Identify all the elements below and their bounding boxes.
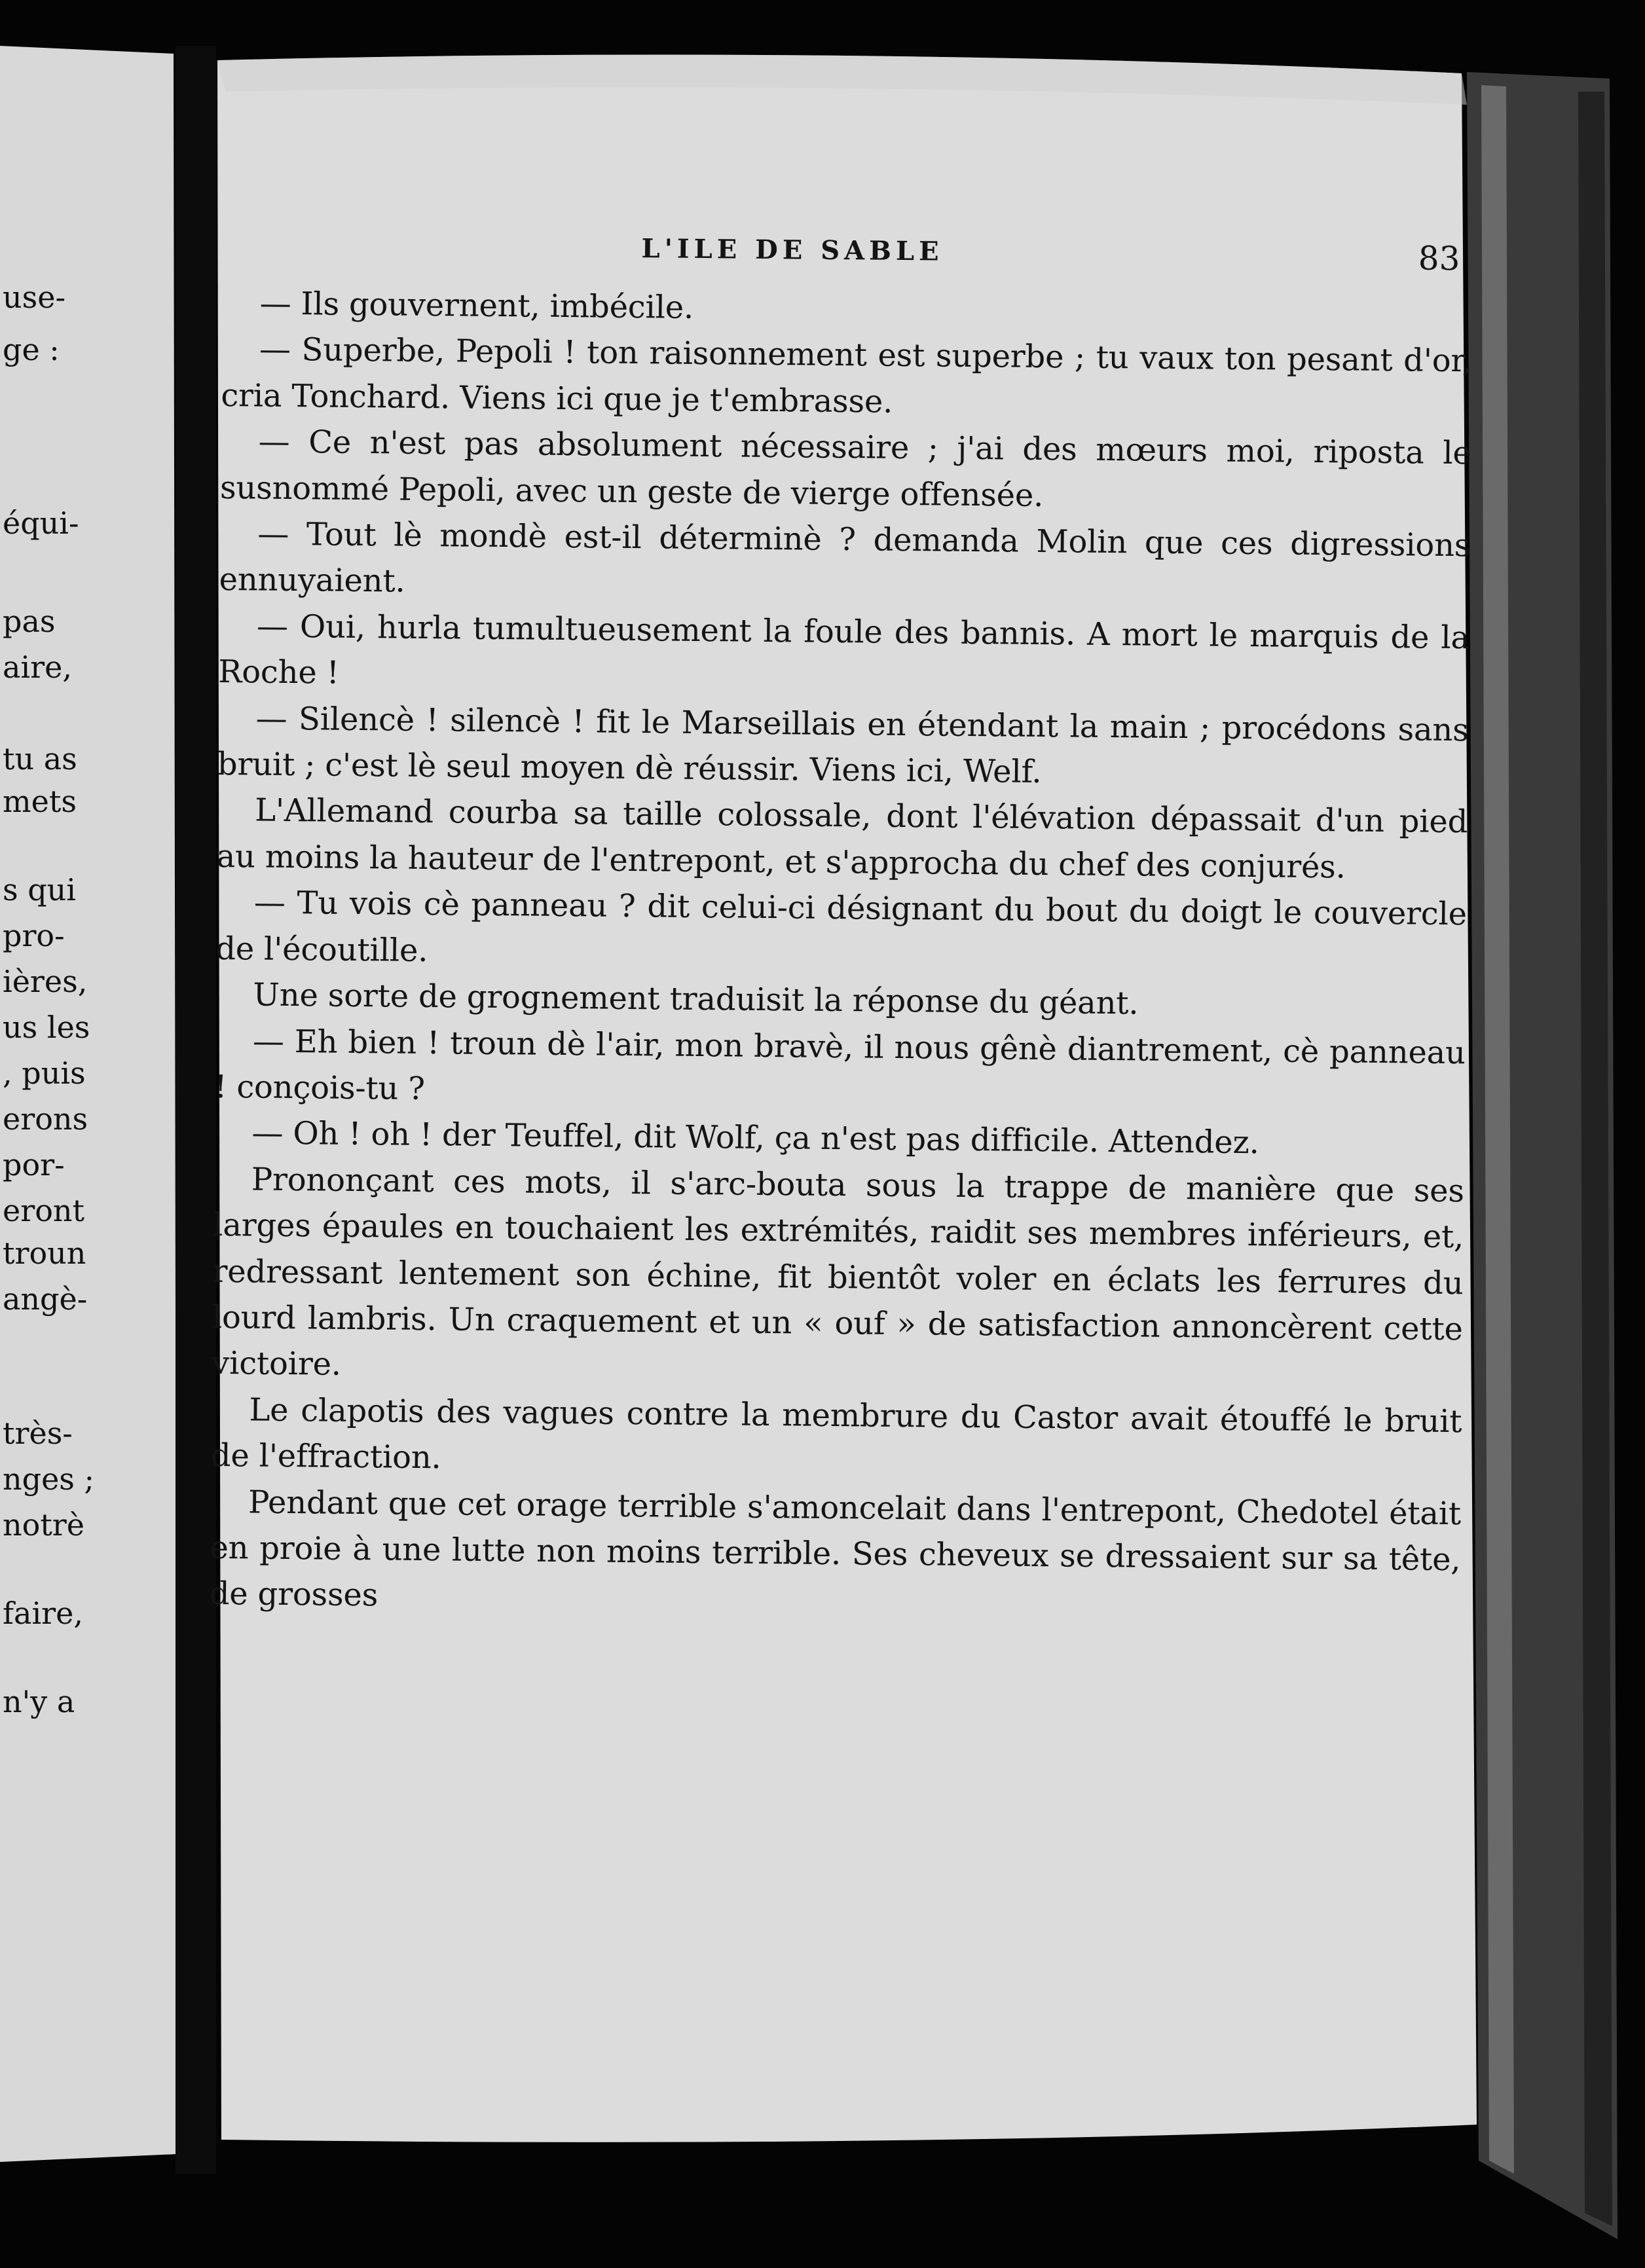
left-page-fragment: notrè <box>3 1507 85 1543</box>
paragraph: — Silencè ! silencè ! fit le Marseillais en étendant la main ; procédons sans bruit ; c'est lè seul moyen dè réussir. Viens ici, Welf. <box>217 700 1469 791</box>
paragraph: — Eh bien ! troun dè l'air, mon bravè, il nous gênè diantrement, cè panneau ! conçois-tu ? <box>213 1023 1466 1107</box>
paragraph: — Tu vois cè panneau ? dit celui-ci désignant du bout du doigt le couvercle de l'écoutille. <box>215 884 1468 969</box>
paragraph: — Superbe, Pepoli ! ton raisonnement est superbe ; tu vaux ton pesant d'or, cria Tonchard. Viens ici que je t'embrasse. <box>221 331 1473 420</box>
left-page-fragment: s qui <box>3 872 77 907</box>
left-page-fragment: faire, <box>3 1596 83 1631</box>
paragraph: — Oh ! oh ! der Teuffel, dit Wolf, ça n'est pas difficile. Attendez. <box>251 1114 1259 1161</box>
left-page-fragment: mets <box>3 784 77 819</box>
paragraph: Le clapotis des vagues contre la membrure du Castor avait étouffé le bruit de l'effraction. <box>210 1391 1462 1476</box>
page-number: 83 <box>1418 239 1460 278</box>
paragraph: — Tout lè mondè est-il déterminè ? demanda Molin que ces digressions ennuyaient. <box>219 515 1471 600</box>
left-page-fragment: erons <box>3 1101 88 1137</box>
paragraph: Pendant que cet orage terrible s'amoncelait dans l'entrepont, Chedotel était en proie à une lutte non moins terrible. Ses cheveux se dressaient sur sa tête, de grosses <box>209 1484 1462 1614</box>
paragraph: Prononçant ces mots, il s'arc-bouta sous la trappe de manière que ses larges épaules en touchaient les extrémités, raidit ses membres inférieurs, et, redressant lentement son échine, fit bientôt voler en éclats les ferrures du lourd lambris. Un craquement et un « ouf » de satisfaction annoncèrent cette victoire. <box>211 1161 1465 1383</box>
paragraph: — Ce n'est pas absolument nécessaire ; j'ai des mœurs moi, riposta le susnommé Pepoli, avec un geste de vierge offensée. <box>219 423 1471 514</box>
paragraph: — Ils gouvernent, imbécile. <box>259 285 694 326</box>
paragraph: L'Allemand courba sa taille colossale, dont l'élévation dépassait d'un pied au moins la hauteur de l'entrepont, et s'approcha du chef des conjurés. <box>216 792 1468 886</box>
book-page <box>206 216 1473 2009</box>
left-page-fragment: use- <box>3 280 65 315</box>
left-page-fragment: équi- <box>3 505 79 541</box>
left-page-fragment: angè- <box>3 1281 88 1317</box>
page-body <box>209 280 1473 1629</box>
left-page-fragment: ge : <box>3 332 60 367</box>
left-page-fragment: nges ; <box>3 1461 95 1497</box>
left-page-fragment: troun <box>3 1235 86 1271</box>
paragraph: Une sorte de grognement traduisit la réponse du géant. <box>253 976 1139 1022</box>
left-page-fragment: aire, <box>3 649 72 685</box>
left-page-fragment: eront <box>3 1193 85 1228</box>
paragraph: — Oui, hurla tumultueusement la foule des bannis. A mort le marquis de la Roche ! <box>218 608 1470 691</box>
page-header <box>222 216 1473 288</box>
left-page-fragment: , puis <box>3 1055 86 1091</box>
left-page-fragment: tu as <box>3 741 77 777</box>
left-page-fragment: us les <box>3 1010 90 1045</box>
running-title: L'ILE DE SABLE <box>641 233 944 267</box>
left-page-fragment: très- <box>3 1416 73 1451</box>
left-page-fragment: por- <box>3 1147 65 1182</box>
left-page-fragment: pro- <box>3 918 65 953</box>
left-page-fragment: ières, <box>3 964 88 999</box>
left-page-fragment: n'y a <box>3 1684 75 1719</box>
left-page-fragment: pas <box>3 604 56 639</box>
